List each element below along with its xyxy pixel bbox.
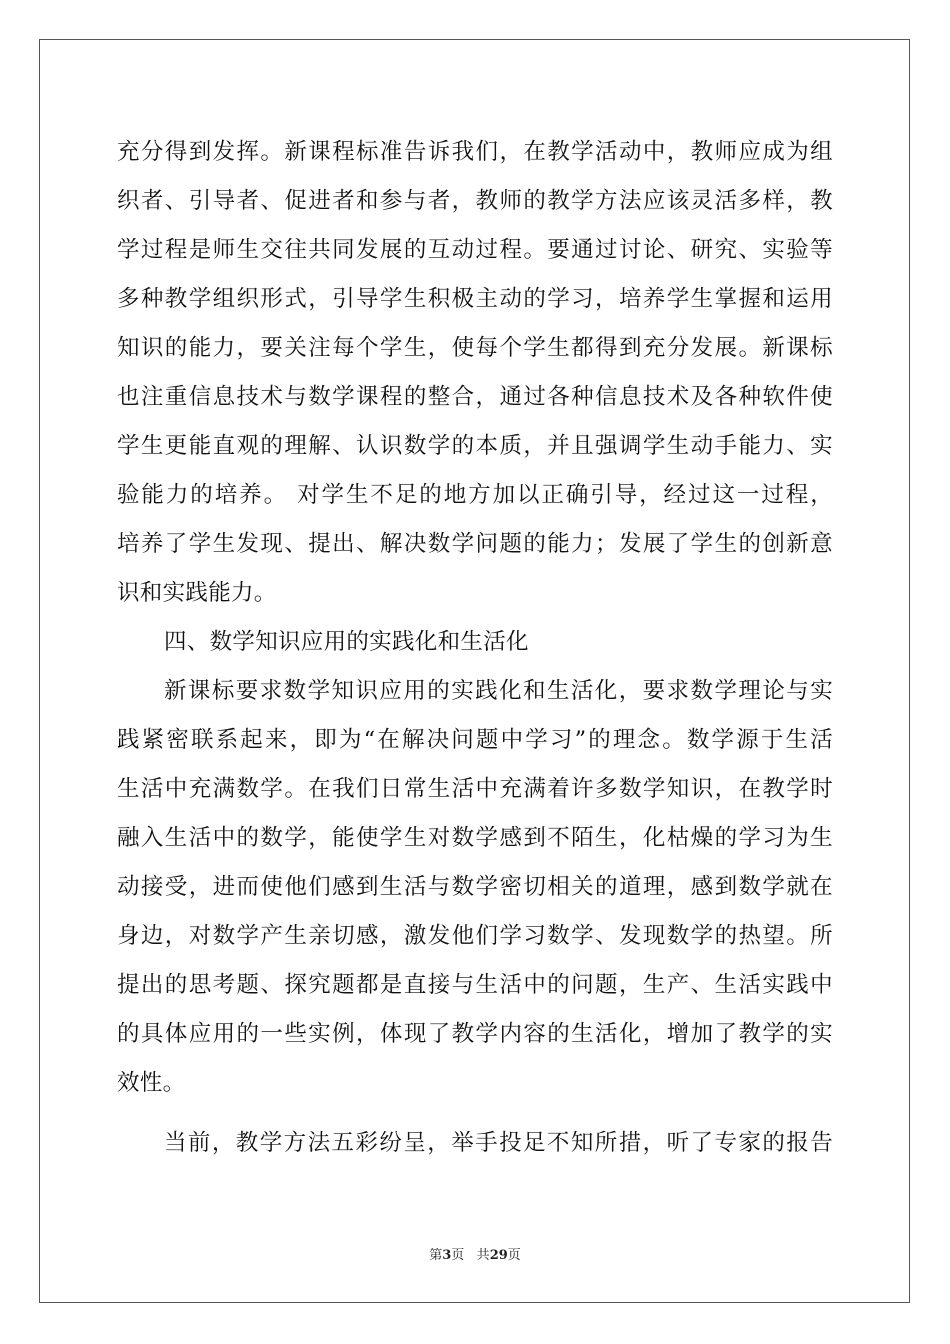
text-line: 身边，对数学产生亲切感，激发他们学习数学、发现数学的热望。所 (117, 923, 833, 949)
text-line: 学过程是师生交往共同发展的互动过程。要通过讨论、研究、实验等 (117, 237, 833, 263)
section-heading: 四、数学知识应用的实践化和生活化 (164, 629, 529, 655)
text-line: 效性。 (117, 1070, 186, 1096)
footer-total-pages: 29 (489, 1248, 508, 1263)
text-line: 织者、引导者、促进者和参与者，教师的教学方法应该灵活多样，教 (117, 188, 833, 214)
footer-page-suffix: 页 (451, 1248, 465, 1263)
text-line: 学生更能直观的理解、认识数学的本质，并且强调学生动手能力、实 (117, 433, 833, 459)
text-line: 也注重信息技术与数学课程的整合，通过各种信息技术及各种软件使 (117, 384, 833, 410)
text-line: 生活中充满数学。在我们日常生活中充满着许多数学知识，在教学时 (117, 776, 833, 802)
text-line: 践紧密联系起来，即为“在解决问题中学习”的理念。数学源于生活 (117, 727, 833, 753)
text-line: 知识的能力，要关注每个学生，使每个学生都得到充分发展。新课标 (117, 335, 833, 361)
footer-total-suffix: 页 (507, 1248, 521, 1263)
text-line: 动接受，进而使他们感到生活与数学密切相关的道理，感到数学就在 (117, 874, 833, 900)
text-line: 的具体应用的一些实例，体现了教学内容的生活化，增加了教学的实 (117, 1021, 833, 1047)
page-footer (0, 1244, 950, 1263)
document-body (117, 128, 833, 1168)
footer-prefix: 第 (429, 1248, 443, 1263)
footer-total-prefix: 共 (476, 1248, 490, 1263)
text-line: 新课标要求数学知识应用的实践化和生活化，要求数学理论与实 (164, 678, 833, 704)
text-line: 识和实践能力。 (117, 580, 277, 606)
footer-page-number: 3 (442, 1248, 452, 1263)
text-line: 提出的思考题、探究题都是直接与生活中的问题，生产、生活实践中 (117, 972, 833, 998)
text-line: 培养了学生发现、提出、解决数学问题的能力；发展了学生的创新意 (117, 531, 833, 557)
text-line: 验能力的培养。 对学生不足的地方加以正确引导，经过这一过程， (117, 482, 833, 508)
text-line: 充分得到发挥。新课程标准告诉我们，在教学活动中，教师应成为组 (117, 139, 833, 165)
text-line: 当前，教学方法五彩纷呈，举手投足不知所措，听了专家的报告 (164, 1130, 833, 1156)
text-line: 多种教学组织形式，引导学生积极主动的学习，培养学生掌握和运用 (117, 286, 833, 312)
text-line: 融入生活中的数学，能使学生对数学感到不陌生，化枯燥的学习为生 (117, 825, 833, 851)
